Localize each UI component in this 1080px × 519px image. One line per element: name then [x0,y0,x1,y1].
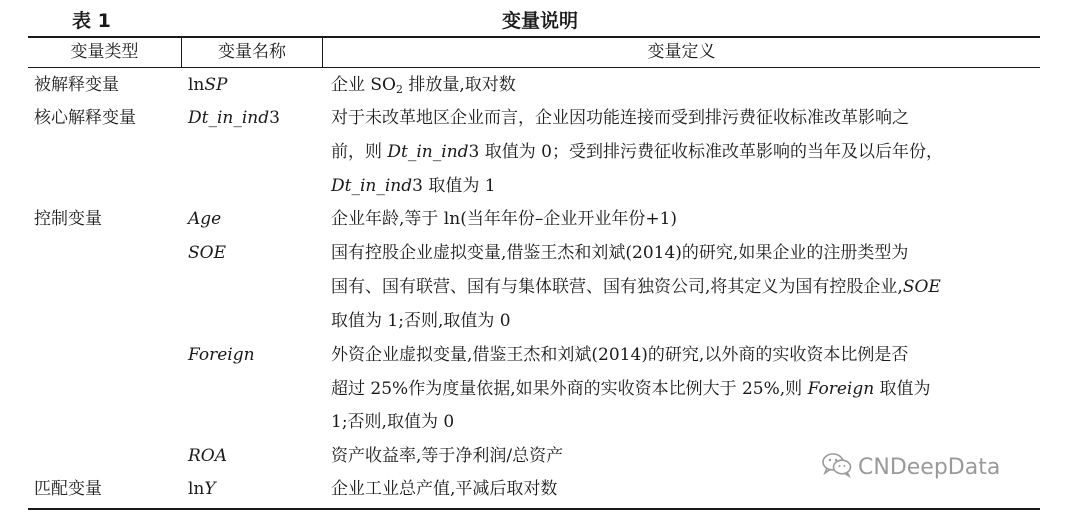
wechat-icon [822,452,852,484]
definition-line: 1;否则,取值为 0 [331,412,455,432]
definition-text: 企业 SO [331,75,396,95]
column-header-type: 变量类型 [70,42,139,62]
definition-line: 外资企业虚拟变量,借鉴王杰和刘斌(2014)的研究,以外商的实收资本比例是否 [331,345,909,365]
bottom-rule [28,508,1040,510]
variable-type: 控制变量 [34,209,102,229]
variable-name: Age [188,209,222,229]
name-suffix: 3 [269,108,280,128]
variable-name [188,102,280,135]
variable-ref: Foreign [807,379,875,399]
name-prefix: ln [188,479,205,499]
definition-line: 国有控股企业虚拟变量,借鉴王杰和刘斌(2014)的研究,如果企业的注册类型为 [331,243,909,263]
name-italic: Dt_in_ind [188,108,270,128]
name-italic: SP [204,75,228,95]
variable-name: Foreign [188,345,255,365]
definition-text: 排放量,取对数 [403,75,516,95]
definition-text: 国有、国有联营、国有与集体联营、国有独资公司,将其定义为国有控股企业, [331,277,903,297]
variable-name: ROA [188,446,228,466]
variable-name: SOE [188,243,226,263]
table-label: 表 1 [72,10,111,32]
definition-line: 取值为 1;否则,取值为 0 [331,311,511,331]
variable-type: 匹配变量 [34,479,102,499]
variable-type: 核心解释变量 [34,108,136,128]
variable-ref: Dt_in_ind [331,176,413,196]
definition-line: 企业年龄,等于 ln(当年年份–企业开业年份+1) [331,209,678,229]
column-header-name: 变量名称 [218,42,286,62]
name-prefix: ln [188,75,205,95]
variable-name [188,473,216,506]
definition-line: 对于未改革地区企业而言，企业因功能连接而受到排污费征收标准改革影响之 [331,108,909,128]
definition-line [331,136,943,169]
definition-line [331,271,941,304]
subscript: 2 [396,83,403,96]
table-title: 变量说明 [501,10,578,32]
definition-line: 企业工业总产值,平减后取对数 [331,479,558,499]
header-rule [28,67,1040,68]
variable-ref: Dt_in_ind [387,142,469,162]
definition-text: 超过 25%作为度量依据,如果外商的实收资本比例大于 25%,则 [331,379,808,399]
variable-type: 被解释变量 [34,75,119,95]
name-italic: Y [204,479,216,499]
definition-text: 取值为 [874,379,931,399]
definition-line: 资产收益率,等于净利润/总资产 [331,446,564,466]
variable-ref: SOE [902,277,941,297]
top-rule [28,36,1040,38]
variable-definition [331,69,516,106]
definition-line [331,170,496,203]
variable-name [188,69,227,102]
watermark [822,452,1000,484]
definition-text: 3 取值为 1 [412,176,496,196]
definition-text: 前，则 [331,142,388,162]
watermark-text: CNDeepData [858,455,1001,480]
definition-text: 3 取值为 0；受到排污费征收标准改革影响的当年及以后年份， [468,142,943,162]
definition-line [331,373,931,406]
column-header-definition: 变量定义 [647,42,716,62]
